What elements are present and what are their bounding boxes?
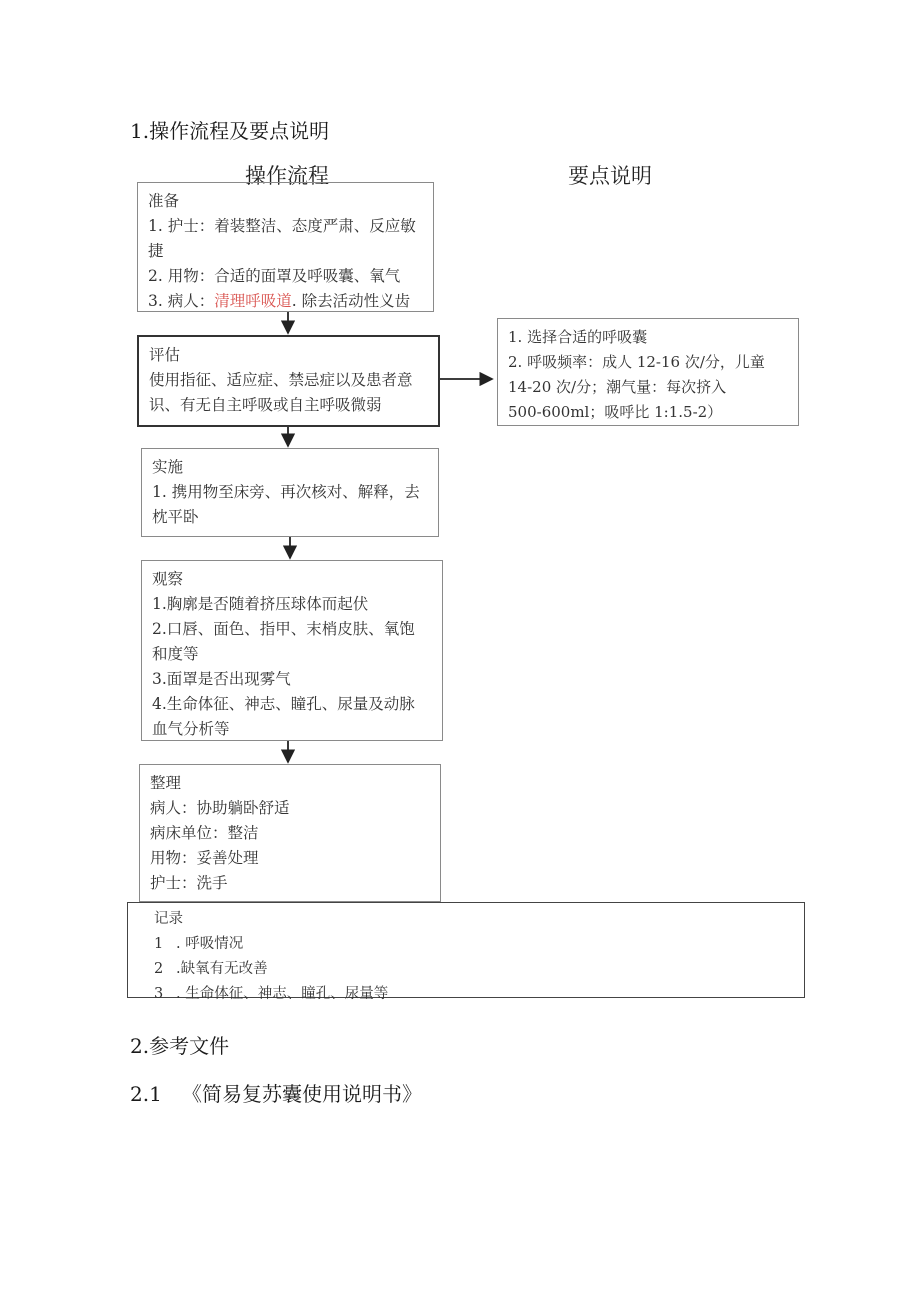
observe-title: 观察 [152, 570, 184, 588]
reference-item [130, 1078, 422, 1107]
reference-text: 《简易复苏囊使用说明书》 [182, 1082, 422, 1106]
reference-number: 2.1 [130, 1082, 162, 1106]
implement-title: 实施 [152, 458, 184, 476]
tidy-line-2: 病床单位：整洁 [150, 824, 259, 842]
observe-box [141, 560, 443, 741]
notes-box [497, 318, 799, 426]
record-item-number: 3 [154, 986, 164, 1002]
prep-line-3 [148, 289, 423, 314]
tidy-line-1: 病人：协助躺卧舒适 [150, 799, 290, 817]
record-item-number: 1 [154, 936, 164, 952]
tidy-line-3: 用物：妥善处理 [150, 849, 259, 867]
prep-line-3-suffix: . 除去活动性义齿 [291, 292, 411, 310]
assess-line-1: 使用指征、适应症、禁忌症以及患者意 [149, 371, 413, 389]
observe-line-1: 1.胸廓是否随着挤压球体而起伏 [152, 595, 369, 613]
observe-line-4: 4.生命体征、神志、瞳孔、尿量及动脉 [152, 695, 415, 713]
prep-line-3-highlight: 清理呼吸道 [214, 292, 292, 310]
prep-title: 准备 [148, 192, 180, 210]
tidy-box [139, 764, 441, 902]
observe-line-4b: 血气分析等 [152, 720, 230, 738]
record-item-text: . 呼吸情况 [176, 936, 244, 952]
observe-line-3: 3.面罩是否出现雾气 [152, 670, 291, 688]
record-item [154, 932, 778, 957]
observe-line-2b: 和度等 [152, 645, 199, 663]
tidy-title: 整理 [150, 774, 182, 792]
section-1-title: 1.操作流程及要点说明 [130, 119, 330, 143]
record-item-number: 2 [154, 961, 164, 977]
implement-line-2: 枕平卧 [152, 508, 199, 526]
notes-line-1: 1. 选择合适的呼吸囊 [508, 328, 648, 346]
prep-line-3-prefix: 3. 病人： [148, 292, 215, 310]
prep-line-2: 2. 用物：合适的面罩及呼吸囊、氧气 [148, 267, 401, 285]
notes-column-header: 要点说明 [568, 164, 652, 188]
prep-box [137, 182, 434, 312]
observe-line-2: 2.口唇、面色、指甲、末梢皮肤、氧饱 [152, 620, 415, 638]
notes-line-4: 500-600ml；吸呼比 1:1.5-2） [508, 403, 723, 421]
prep-line-1: 1. 护士：着装整洁、态度严肃、反应敏 [148, 217, 416, 235]
assess-line-2: 识、有无自主呼吸或自主呼吸微弱 [149, 396, 382, 414]
record-item [154, 982, 778, 1007]
record-item-text: . 生命体征、神志、瞳孔、尿量等 [176, 986, 389, 1002]
assess-title: 评估 [149, 346, 181, 364]
tidy-line-4: 护士：洗手 [150, 874, 228, 892]
record-title: 记录 [154, 911, 183, 927]
flow-column-header: 操作流程 [245, 164, 329, 188]
notes-line-3: 14-20 次/分；潮气量：每次挤入 [508, 378, 727, 396]
implement-box [141, 448, 439, 537]
prep-line-1b: 捷 [148, 242, 164, 260]
record-item [154, 957, 778, 982]
implement-line-1: 1. 携用物至床旁、再次核对、解释，去 [152, 483, 420, 501]
notes-line-2: 2. 呼吸频率：成人 12-16 次/分，儿童 [508, 353, 765, 371]
record-box [127, 902, 805, 1002]
assess-box [137, 335, 440, 427]
section-2-title: 2.参考文件 [130, 1034, 230, 1058]
record-item-text: .缺氧有无改善 [176, 961, 268, 977]
